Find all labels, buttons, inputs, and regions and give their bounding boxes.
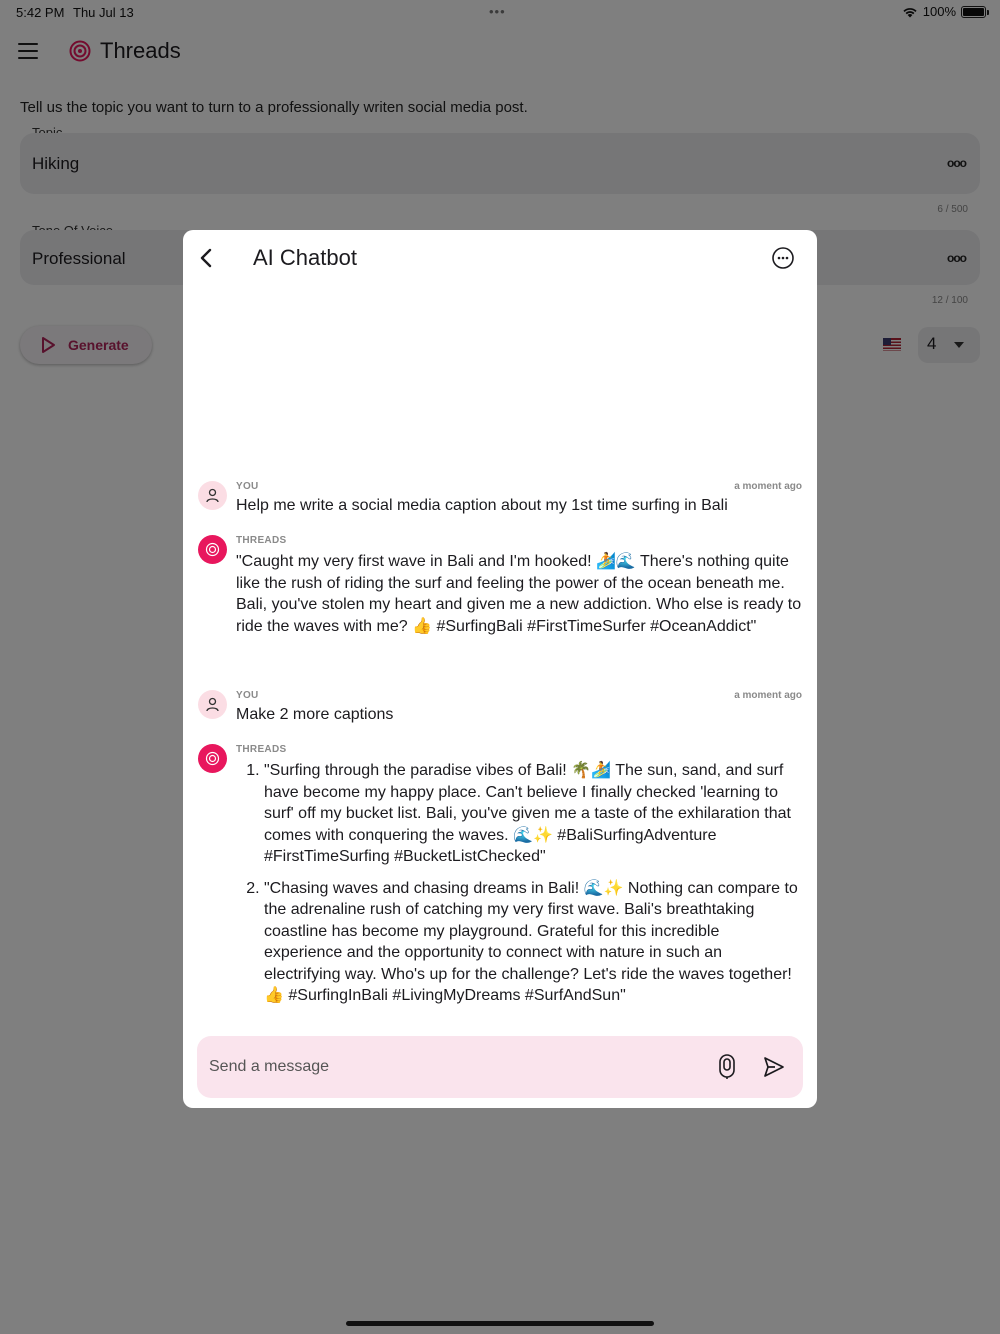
user-avatar (198, 690, 227, 719)
caption-list (236, 760, 802, 1007)
bot-avatar (198, 535, 227, 564)
message-sender: YOU (236, 481, 259, 492)
message-timestamp: a moment ago (734, 690, 802, 701)
chat-message-bot (198, 744, 802, 1014)
message-sender: YOU (236, 690, 259, 701)
message-sender: THREADS (236, 744, 287, 755)
list-item: 2. "Chasing waves and chasing dreams in Bali! 🌊✨ Nothing can compare to the adrenaline rush of catching my very first wave. Bali's breathtaking coastline has become my playground. Grateful for this incredible experience and the opportunity to connect with nature in such an electrifying way. Who's up for the challenge? Let's ride the waves together! 👍 #SurfingInBali #LivingMyDreams #SurfAndSun" (264, 878, 802, 1007)
list-item: 1. "Surfing through the paradise vibes of Bali! 🌴🏄 The sun, sand, and surf have become my happy place. Can't believe I finally checked 'learning to surf' off my bucket list. Bali, you've given me a taste of the exhilaration that comes with conquering the waves. 🌊✨ #BaliSurfingAdventure #FirstTimeSurfing #BucketListChecked" (264, 760, 802, 868)
send-icon[interactable] (762, 1055, 786, 1079)
message-input[interactable]: Send a message (209, 1058, 330, 1075)
bot-avatar (198, 744, 227, 773)
message-timestamp: a moment ago (734, 481, 802, 492)
chat-message-user (198, 481, 802, 519)
microphone-icon[interactable] (715, 1054, 739, 1080)
person-icon (205, 697, 220, 712)
message-text: Help me write a social media caption about my 1st time surfing in Bali (236, 497, 728, 514)
threads-logo-icon (205, 751, 220, 766)
home-indicator[interactable] (346, 1321, 654, 1326)
message-text (236, 760, 802, 1007)
user-avatar (198, 481, 227, 510)
chat-title: AI Chatbot (253, 245, 357, 270)
chat-message-bot (198, 535, 802, 665)
chat-message-user (198, 690, 802, 728)
message-text: Make 2 more captions (236, 706, 394, 723)
person-icon (205, 488, 220, 503)
message-sender: THREADS (236, 535, 287, 546)
message-composer[interactable] (197, 1036, 803, 1098)
more-options-icon[interactable] (771, 246, 795, 270)
threads-logo-icon (205, 542, 220, 557)
message-text: "Caught my very first wave in Bali and I'm hooked! 🏄🌊 There's nothing quite like the rush of riding the surf and feeling the power of the ocean beneath me. Bali, you've stolen my heart and given me a new addiction. Who else is ready to ride the waves with me? 👍 #SurfingBali #FirstTimeSurfer #OceanAddict" (236, 553, 802, 635)
back-arrow-icon[interactable] (197, 247, 217, 269)
chatbot-modal (183, 230, 817, 1108)
